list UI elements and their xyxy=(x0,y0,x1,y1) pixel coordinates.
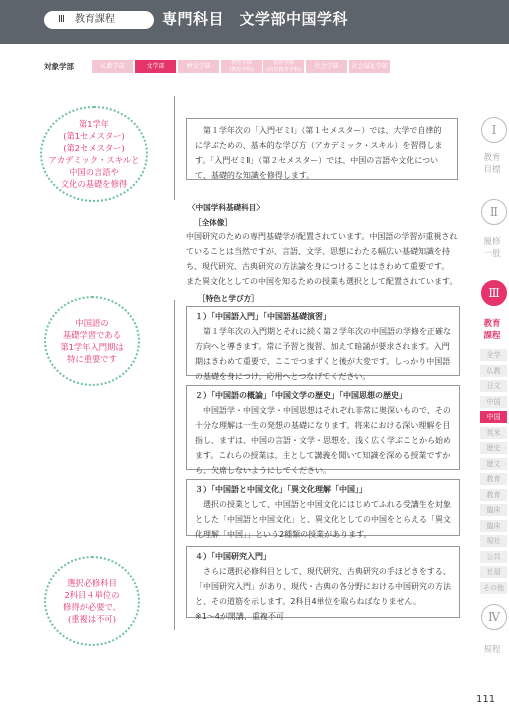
feature-box xyxy=(186,385,460,475)
feature-body: さらに選択必修科目として、現代研究、古典研究の手ほどきをする、「中国研究入門」があり、現代・古典の各分野における中国研究の方法と、その道筋を示します。2科目4単位を取らねばなりません。 ※1〜4が開講、重複不可 xyxy=(195,567,451,621)
section-1-label[interactable]: 教育 目標 xyxy=(483,153,501,175)
section-3-label[interactable]: 教育 課程 xyxy=(483,319,501,341)
department-index-chip[interactable]: 中国 xyxy=(480,411,507,423)
callout-first-year: 第1学年 (第1セメスター) (第2セメスター) アカデミック・スキルと 中国の言語や 文化の基礎を修得 xyxy=(40,106,148,202)
section-2-numeral[interactable]: Ⅱ xyxy=(481,199,507,225)
overview-heading: ［全体像］ xyxy=(194,218,232,227)
department-tab[interactable]: 歴史学部 xyxy=(178,60,219,73)
section-2-label[interactable]: 履修 一般 xyxy=(483,237,501,259)
department-tab[interactable]: 社会学部 xyxy=(306,60,347,73)
department-index-chip[interactable]: その他 xyxy=(480,582,507,594)
feature-title: ２）「中国語の概論」「中国文学の歴史」「中国思想の歴史」 xyxy=(195,391,407,400)
page-number: 111 xyxy=(476,694,496,705)
divider-line xyxy=(174,96,175,200)
feature-box xyxy=(186,479,460,539)
department-index-chip[interactable]: 教育 xyxy=(480,473,507,485)
callout-elective-required: 選択必修科目 2科目４単位の 修得が必要で、 (重複は不可) xyxy=(44,556,140,646)
section-1-numeral[interactable]: Ⅰ xyxy=(481,117,507,143)
department-index-chip[interactable]: 仏教 xyxy=(480,365,507,377)
feature-body: 第１学年次の入門期とそれに続く第２学年次の中国語の学修を正確な方向へと導きます。常に予習と復習、加えて暗誦が要求されます。入門期はきわめて重要で、ここでつまずくと後が大変です。しっかり中国語の基礎を身につけ、応用へとつなげてください。 xyxy=(195,327,451,381)
feature-body: 選択の授業として、中国語と中国文化にはじめてふれる受講生を対象とした「中国語と中国文化」と、異文化としての中国をとらえる「異文化理解「中国」」という2種類の授業があります。 xyxy=(195,500,451,539)
section-4-label[interactable]: 規程 xyxy=(483,645,501,655)
features-heading: ［特色と学び方］ xyxy=(198,294,259,303)
department-index-chip[interactable]: 歴史 xyxy=(480,442,507,454)
department-tab[interactable]: 教育学部 (教育学科) xyxy=(221,60,262,73)
feature-title: １）「中国語入門」「中国語基礎演習」 xyxy=(195,312,331,321)
department-index-chip[interactable]: 英米 xyxy=(480,427,507,439)
basic-subjects-heading: 〈中国学科基礎科目〉 xyxy=(188,203,264,212)
department-tab[interactable]: 教育学部 (幼児教育学科) xyxy=(263,60,304,73)
callout-chinese-basics: 中国語の 基礎学習である 第1学年入門期は 特に重要です xyxy=(44,296,140,386)
feature-title: ４）「中国研究入門」 xyxy=(195,552,271,561)
department-index-chip[interactable]: 教育 xyxy=(480,489,507,501)
department-index-chip[interactable]: 臨床 xyxy=(480,504,507,516)
department-index-chip[interactable]: 現社 xyxy=(480,535,507,547)
department-tab[interactable]: 社会福祉学部 xyxy=(349,60,390,73)
department-index-chip[interactable]: 臨床 xyxy=(480,520,507,532)
department-label: 対象学部 xyxy=(44,62,74,71)
overview-text: 中国研究のための専門基礎学が配置されています。中国語の学習が重視されていることは当然ですが、言語、文学、思想にわたる幅広い基礎知識を持ち、現代研究、古典研究の方法論を身につけることはきわめて重要です。 また異文化としての中国を知るための授業も選択として配置されています。 xyxy=(186,232,458,286)
department-index-chip[interactable]: 中国 xyxy=(480,396,507,408)
feature-body: 中国語学・中国文学・中国思想はそれぞれ非常に奥深いもので、その十分な理解は一生の発想の基礎になります。将来における深い理解を目指し、まずは、中国の言語・文学・思想を、浅く広く学ぶことから始めます。これらの授業は、主として講義を聞いて知識を深める授業ですから、欠席しないようにしてください。 xyxy=(195,406,451,475)
department-tab[interactable]: 文学部 xyxy=(135,60,176,73)
feature-box xyxy=(186,306,460,381)
department-index-chip[interactable]: 全学 xyxy=(480,349,507,361)
intro-box: 第１学年次の「入門ゼミⅠ」（第１セメスター）では、大学で自律的に学ぶための、基本的な学び方（アカデミック・スキル）を習得します。「入門ゼミⅡ」（第２セメスター）では、中国の言語や文化について、基礎的な知識を修得します。 xyxy=(186,118,458,180)
divider-line xyxy=(174,300,175,630)
section-3-numeral[interactable]: Ⅲ xyxy=(481,280,507,306)
department-index-chip[interactable]: 歴文 xyxy=(480,458,507,470)
section-4-numeral[interactable]: Ⅳ xyxy=(481,604,507,630)
page-title: 専門科目 文学部中国学科 xyxy=(162,10,349,28)
section-label: Ⅲ 教育課程 xyxy=(44,11,154,29)
feature-box xyxy=(186,546,460,621)
department-tab[interactable]: 仏教学部 xyxy=(92,60,133,73)
department-index-chip[interactable]: 公共 xyxy=(480,551,507,563)
feature-title: ３）「中国語と中国文化」「異文化理解「中国」」 xyxy=(195,485,367,494)
department-index-chip[interactable]: 社福 xyxy=(480,566,507,578)
department-index-chip[interactable]: 日文 xyxy=(480,380,507,392)
